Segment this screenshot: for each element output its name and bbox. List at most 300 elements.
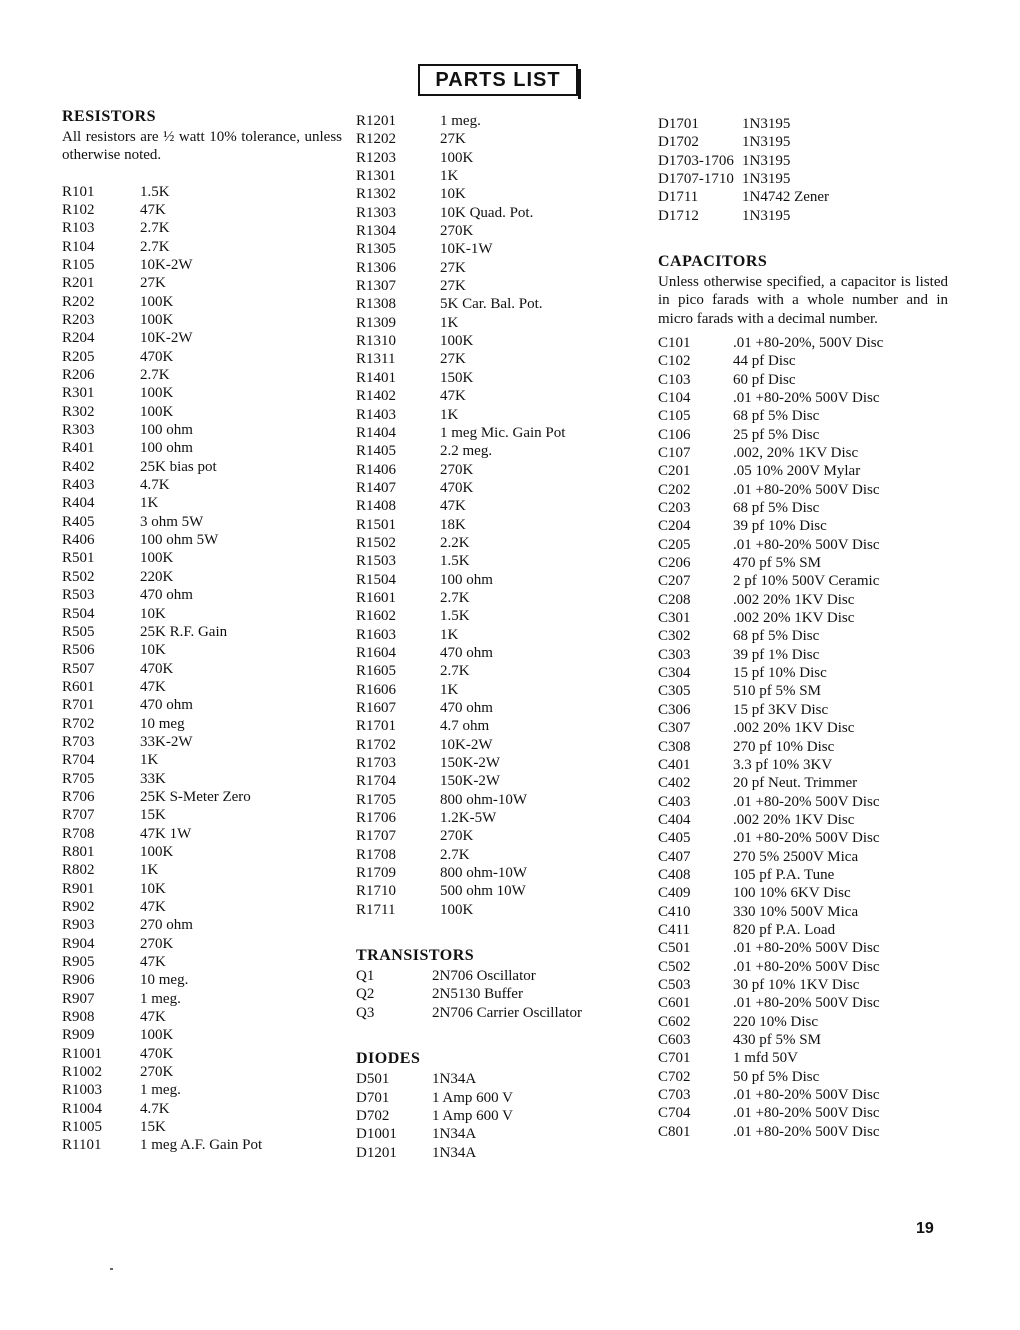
diodes-heading: DIODES — [356, 1050, 421, 1068]
resistor-row — [356, 827, 636, 845]
resistor-row-value: 270K — [440, 828, 474, 845]
resistor-row-ref: R1305 — [356, 241, 397, 258]
diode-row-value: 1N3195 — [742, 207, 791, 224]
capacitor-list — [658, 334, 948, 1141]
capacitor-row — [658, 884, 948, 902]
resistor-row-value: 10K — [440, 186, 466, 203]
resistor-row — [62, 384, 342, 402]
capacitor-row — [658, 682, 948, 700]
resistor-row-ref: R601 — [62, 678, 95, 695]
resistor-row-ref: R1306 — [356, 259, 397, 276]
resistor-row — [62, 953, 342, 971]
capacitor-row-value: .01 +80-20% 500V Disc — [733, 481, 880, 498]
resistor-row-value: 150K-2W — [440, 773, 500, 790]
resistor-row-ref: R202 — [62, 293, 95, 310]
capacitor-row-ref: C102 — [658, 353, 691, 370]
resistor-row-ref: R206 — [62, 367, 95, 384]
resistor-row — [62, 770, 342, 788]
resistor-row — [62, 751, 342, 769]
resistor-row-value: 100K — [140, 403, 174, 420]
resistor-row-value: 2.2 meg. — [440, 443, 493, 460]
capacitor-row — [658, 701, 948, 719]
resistor-row-value: 3 ohm 5W — [140, 513, 204, 530]
resistor-row-ref: R705 — [62, 770, 95, 787]
resistor-row-value: 470 ohm — [140, 587, 193, 604]
resistor-row-value: 10K-1W — [440, 241, 493, 258]
resistor-row — [356, 571, 636, 589]
resistor-row — [356, 754, 636, 772]
resistor-row-value: 2.7K — [140, 220, 170, 237]
resistor-row — [62, 348, 342, 366]
resistor-row — [356, 387, 636, 405]
resistor-row-ref: R1606 — [356, 681, 397, 698]
resistor-row — [62, 1081, 342, 1099]
resistor-row-value: 100K — [440, 333, 474, 350]
resistor-row-ref: R901 — [62, 880, 95, 897]
diode-row — [658, 133, 948, 151]
resistors-heading: RESISTORS — [62, 108, 157, 125]
capacitor-row — [658, 1123, 948, 1141]
resistor-row-ref: R102 — [62, 201, 95, 218]
resistor-row — [356, 479, 636, 497]
resistor-row-ref: R704 — [62, 752, 95, 769]
capacitor-row — [658, 994, 948, 1012]
resistor-row-value: 27K — [440, 259, 466, 276]
capacitor-row-value: 3.3 pf 10% 3KV — [733, 756, 833, 773]
diode-row — [658, 188, 948, 206]
resistor-row-ref: R1607 — [356, 700, 397, 716]
capacitor-row — [658, 646, 948, 664]
resistor-row-ref: R406 — [62, 532, 95, 549]
capacitor-row-value: 25 pf 5% Disc — [733, 426, 820, 443]
resistor-row-value: 10K — [140, 605, 166, 622]
resistor-row — [62, 201, 342, 219]
diode-row-value: 1N34A — [432, 1144, 477, 1161]
resistor-row-ref: R906 — [62, 972, 95, 989]
capacitor-row-value: .002 20% 1KV Disc — [733, 591, 855, 608]
capacitor-row-ref: C208 — [658, 591, 691, 608]
resistor-row-value: 100 ohm — [140, 440, 193, 457]
resistor-row-ref: R708 — [62, 825, 95, 842]
resistor-row-ref: R1403 — [356, 406, 397, 423]
resistor-row — [62, 274, 342, 292]
capacitor-row — [658, 334, 948, 352]
resistor-row-value: 25K S-Meter Zero — [140, 788, 251, 805]
resistor-row-value: 27K — [440, 278, 466, 295]
transistor-row-value: 2N706 Carrier Oscillator — [432, 1004, 582, 1021]
resistor-row — [62, 549, 342, 567]
resistor-row-ref: R1402 — [356, 388, 397, 405]
capacitor-row-value: .002 20% 1KV Disc — [733, 610, 855, 627]
diode-row-ref: D701 — [356, 1089, 390, 1106]
resistor-row-value: 27K — [140, 275, 166, 292]
resistor-row — [62, 971, 342, 989]
resistor-row-ref: R1304 — [356, 223, 397, 240]
resistor-row — [62, 476, 342, 494]
resistor-row-value: 1 meg A.F. Gain Pot — [140, 1137, 263, 1154]
resistor-row-ref: R1710 — [356, 883, 397, 900]
diode-row-value: 1N3195 — [742, 116, 791, 132]
resistor-row-ref: R1003 — [62, 1082, 103, 1099]
diode-row — [356, 1107, 636, 1125]
resistor-row-value: 100K — [440, 149, 474, 166]
resistor-row-ref: R1602 — [356, 608, 397, 625]
resistor-row-value: 100 ohm 5W — [140, 532, 219, 549]
resistor-row-value: 100K — [140, 293, 174, 310]
capacitor-row-value: 470 pf 5% SM — [733, 555, 821, 572]
capacitor-row-ref: C603 — [658, 1032, 691, 1049]
resistor-row — [356, 589, 636, 607]
resistor-row — [62, 458, 342, 476]
capacitor-row-ref: C404 — [658, 811, 691, 828]
capacitor-row-ref: C307 — [658, 720, 691, 737]
capacitor-row-value: 2 pf 10% 500V Ceramic — [733, 573, 880, 590]
resistor-row — [62, 494, 342, 512]
resistor-row-value: 4.7 ohm — [440, 718, 490, 735]
resistor-row-ref: R902 — [62, 899, 95, 915]
capacitor-row-value: .01 +80-20% 500V Disc — [733, 793, 880, 810]
diode-row — [356, 1125, 636, 1143]
resistor-row — [62, 513, 342, 531]
capacitor-row-value: .01 +80-20% 500V Disc — [733, 389, 880, 406]
resistor-row-value: 1K — [140, 495, 159, 512]
resistor-row-value: 100K — [140, 843, 174, 860]
capacitor-row-value: 15 pf 3KV Disc — [733, 701, 829, 718]
resistor-row-ref: R506 — [62, 642, 95, 659]
resistor-row — [62, 403, 342, 421]
resistor-row-ref: R203 — [62, 312, 95, 328]
capacitor-row-value: .01 +80-20%, 500V Disc — [733, 334, 884, 351]
capacitor-row-ref: C703 — [658, 1087, 691, 1104]
capacitor-row-value: 68 pf 5% Disc — [733, 500, 820, 517]
resistor-row — [356, 809, 636, 827]
capacitor-row-ref: C204 — [658, 518, 691, 535]
resistor-row-ref: R403 — [62, 477, 95, 494]
resistor-row-value: 1K — [140, 862, 159, 879]
resistor-row-value: 47K — [440, 388, 466, 405]
capacitor-row-ref: C308 — [658, 738, 691, 755]
resistor-row — [62, 183, 342, 201]
resistor-row — [62, 1100, 342, 1118]
capacitor-row — [658, 719, 948, 737]
resistor-row-value: 1 meg. — [140, 990, 181, 1007]
resistor-row-ref: R1603 — [356, 626, 397, 643]
resistor-row-value: 2.7K — [140, 238, 170, 255]
capacitor-row — [658, 829, 948, 847]
capacitor-row — [658, 389, 948, 407]
resistor-row-value: 2.2K — [440, 534, 470, 551]
resistor-row — [62, 1008, 342, 1026]
resistor-row — [62, 568, 342, 586]
resistor-row-ref: R802 — [62, 862, 95, 879]
transistors-heading: TRANSISTORS — [356, 947, 475, 965]
transistor-row-value: 2N5130 Buffer — [432, 986, 523, 1003]
resistor-row-value: 47K — [140, 201, 166, 218]
capacitor-row-ref: C301 — [658, 610, 691, 627]
transistor-row-value: 2N706 Oscillator — [432, 968, 536, 985]
capacitor-row — [658, 517, 948, 535]
resistor-row — [356, 607, 636, 625]
resistor-row-ref: R1301 — [356, 168, 397, 185]
resistor-row-ref: R1709 — [356, 865, 397, 882]
capacitor-row-ref: C701 — [658, 1050, 691, 1067]
capacitor-row — [658, 407, 948, 425]
resistor-row — [356, 259, 636, 277]
capacitor-row — [658, 738, 948, 756]
capacitor-row-ref: C409 — [658, 885, 691, 902]
resistor-row — [62, 916, 342, 934]
capacitor-row-value: 15 pf 10% Disc — [733, 665, 827, 682]
resistor-row-value: 10K — [140, 642, 166, 659]
diode-row-value: 1N3195 — [742, 152, 791, 169]
resistor-row — [62, 421, 342, 439]
resistor-row-ref: R1501 — [356, 516, 397, 533]
resistor-row-value: 220K — [140, 568, 174, 585]
resistor-row-value: 100 ohm — [140, 422, 193, 439]
capacitor-row — [658, 352, 948, 370]
capacitor-row-ref: C403 — [658, 793, 691, 810]
resistor-row — [356, 497, 636, 515]
capacitor-row-ref: C602 — [658, 1013, 691, 1030]
resistor-row — [62, 531, 342, 549]
diode-row-ref: D1703-1706 — [658, 152, 734, 169]
diode-row-value: 1N3195 — [742, 134, 791, 151]
resistor-row-ref: R502 — [62, 568, 95, 585]
resistor-row — [356, 736, 636, 754]
transistor-row — [356, 985, 636, 1003]
capacitor-row — [658, 609, 948, 627]
resistor-row-value: 1 meg. — [140, 1082, 181, 1099]
resistor-row-value: 33K-2W — [140, 733, 193, 750]
capacitor-row-value: 1 mfd 50V — [733, 1050, 798, 1067]
resistor-row-ref: R1308 — [356, 296, 397, 313]
capacitor-row-ref: C503 — [658, 976, 691, 993]
resistors-note: All resistors are ½ watt 10% tolerance, unless otherwise noted. — [62, 129, 342, 164]
resistor-row-ref: R1005 — [62, 1119, 103, 1136]
capacitor-row — [658, 371, 948, 389]
capacitor-row — [658, 848, 948, 866]
resistor-row-value: 1K — [140, 752, 159, 769]
capacitor-row-ref: C408 — [658, 866, 691, 883]
capacitor-row-value: 820 pf P.A. Load — [733, 921, 836, 938]
diode-row-value: 1 Amp 600 V — [432, 1089, 513, 1106]
resistor-row-ref: R404 — [62, 495, 95, 512]
resistor-row-value: 27K — [440, 131, 466, 148]
diode-row-value: 1N3195 — [742, 171, 791, 188]
resistor-row — [356, 167, 636, 185]
capacitor-row — [658, 444, 948, 462]
resistor-row — [62, 605, 342, 623]
resistor-row-ref: R303 — [62, 422, 95, 439]
resistor-row — [356, 240, 636, 258]
capacitor-row — [658, 976, 948, 994]
diode-row-ref: D1712 — [658, 207, 699, 224]
resistor-row-ref: R1101 — [62, 1137, 102, 1154]
diode-row — [658, 170, 948, 188]
capacitor-row — [658, 499, 948, 517]
capacitor-row-ref: C601 — [658, 995, 691, 1012]
resistor-row-value: 15K — [140, 807, 166, 824]
diode-list-1 — [356, 1070, 636, 1162]
resistor-row — [356, 295, 636, 313]
resistor-row — [62, 238, 342, 256]
resistor-row-value: 100K — [140, 550, 174, 567]
capacitor-row — [658, 756, 948, 774]
resistor-row-ref: R105 — [62, 256, 95, 273]
capacitor-row-ref: C704 — [658, 1105, 691, 1122]
resistor-row — [62, 1026, 342, 1044]
resistor-row-ref: R1406 — [356, 461, 397, 478]
resistor-row-ref: R904 — [62, 935, 95, 952]
capacitor-row — [658, 1013, 948, 1031]
resistor-row-ref: R405 — [62, 513, 95, 530]
resistor-row-ref: R702 — [62, 715, 95, 732]
resistor-row-ref: R1708 — [356, 846, 397, 863]
diode-row — [658, 207, 948, 225]
resistor-row-value: 100 ohm — [440, 571, 493, 588]
resistor-row-ref: R204 — [62, 330, 95, 347]
resistor-row — [356, 185, 636, 203]
capacitor-row — [658, 1086, 948, 1104]
capacitor-row-value: .01 +80-20% 500V Disc — [733, 940, 880, 957]
scan-speck — [110, 1268, 113, 1270]
resistor-row-ref: R703 — [62, 733, 95, 750]
capacitor-row-ref: C405 — [658, 830, 691, 847]
capacitor-row-value: 510 pf 5% SM — [733, 683, 821, 700]
resistor-row-ref: R1704 — [356, 773, 397, 790]
capacitor-row — [658, 1031, 948, 1049]
resistor-row — [356, 424, 636, 442]
resistor-row-value: 47K — [140, 899, 166, 915]
resistor-row-ref: R907 — [62, 990, 95, 1007]
resistor-row-ref: R1705 — [356, 791, 397, 808]
resistor-row-value: 470K — [140, 348, 174, 365]
capacitor-row-value: 44 pf Disc — [733, 353, 796, 370]
capacitor-row-value: .05 10% 200V Mylar — [733, 463, 861, 480]
resistor-row-value: 1.5K — [440, 608, 470, 625]
resistor-row — [356, 644, 636, 662]
resistor-row — [62, 586, 342, 604]
capacitor-row — [658, 774, 948, 792]
resistor-row-value: 1.5K — [440, 553, 470, 570]
resistor-row — [356, 552, 636, 570]
resistor-row-value: 800 ohm-10W — [440, 791, 528, 808]
capacitor-row-ref: C203 — [658, 500, 691, 517]
resistor-row-ref: R1303 — [356, 204, 397, 221]
resistor-row-value: 150K — [440, 369, 474, 386]
resistor-row-ref: R1404 — [356, 424, 397, 441]
capacitor-row-ref: C305 — [658, 683, 691, 700]
resistor-row — [62, 843, 342, 861]
capacitor-row-ref: C410 — [658, 903, 691, 920]
resistor-row-value: 47K 1W — [140, 825, 192, 842]
resistor-row-value: 1 meg. — [440, 113, 481, 129]
resistor-row — [356, 277, 636, 295]
resistor-row-value: 10K — [140, 880, 166, 897]
resistor-row-value: 47K — [440, 498, 466, 515]
resistor-row — [356, 681, 636, 699]
diode-row-value: 1 Amp 600 V — [432, 1107, 513, 1124]
capacitor-row-value: 270 pf 10% Disc — [733, 738, 835, 755]
capacitor-row-value: 330 10% 500V Mica — [733, 903, 859, 920]
resistor-row-value: 10K-2W — [140, 330, 193, 347]
resistor-row-value: 25K bias pot — [140, 458, 217, 475]
resistor-row — [62, 366, 342, 384]
resistor-row-value: 10K-2W — [140, 256, 193, 273]
resistor-row — [356, 901, 636, 919]
capacitor-row-ref: C402 — [658, 775, 691, 792]
transistor-row-ref: Q1 — [356, 968, 375, 985]
diode-row-value: 1N4742 Zener — [742, 189, 830, 206]
capacitor-row-value: 30 pf 10% 1KV Disc — [733, 976, 860, 993]
transistor-row — [356, 1004, 636, 1022]
resistor-row — [356, 846, 636, 864]
resistor-row — [356, 149, 636, 167]
resistor-row-value: 2.7K — [440, 663, 470, 680]
column-2 — [356, 112, 636, 1162]
resistor-row — [356, 461, 636, 479]
resistor-row-ref: R1307 — [356, 278, 397, 295]
capacitor-row-ref: C501 — [658, 940, 691, 957]
page-title: PARTS LIST — [418, 64, 578, 96]
capacitor-row-ref: C303 — [658, 646, 691, 663]
resistor-row — [356, 534, 636, 552]
transistor-row — [356, 967, 636, 985]
diode-row — [658, 115, 948, 133]
resistor-row-value: 47K — [140, 678, 166, 695]
capacitor-row-value: 270 5% 2500V Mica — [733, 848, 859, 865]
resistor-row — [356, 442, 636, 460]
diode-row — [356, 1144, 636, 1162]
resistor-row-value: 470 ohm — [440, 700, 493, 716]
resistor-row-value: 5K Car. Bal. Pot. — [440, 296, 543, 313]
diode-row-ref: D1707-1710 — [658, 171, 734, 188]
capacitor-row-ref: C104 — [658, 389, 691, 406]
diode-row-ref: D1702 — [658, 134, 699, 151]
resistor-row-ref: R701 — [62, 697, 95, 714]
resistor-row-value: 1K — [440, 406, 459, 423]
capacitor-row — [658, 811, 948, 829]
resistor-row — [62, 660, 342, 678]
resistor-row-value: 1K — [440, 681, 459, 698]
resistor-row-ref: R1706 — [356, 810, 397, 827]
resistor-row-ref: R1203 — [356, 149, 397, 166]
resistor-row — [62, 1063, 342, 1081]
resistor-row-value: 270K — [440, 461, 474, 478]
resistor-row — [356, 369, 636, 387]
capacitor-row-ref: C306 — [658, 701, 691, 718]
capacitor-row — [658, 1104, 948, 1122]
page-number: 19 — [916, 1220, 934, 1237]
resistor-row-ref: R1405 — [356, 443, 397, 460]
resistor-row — [62, 678, 342, 696]
capacitor-row — [658, 572, 948, 590]
resistor-row-ref: R103 — [62, 220, 95, 237]
resistor-row-value: 2.7K — [140, 367, 170, 384]
resistor-row — [356, 406, 636, 424]
capacitor-row-ref: C103 — [658, 371, 691, 388]
capacitor-row-value: .01 +80-20% 500V Disc — [733, 1123, 880, 1140]
capacitor-row-value: .002 20% 1KV Disc — [733, 720, 855, 737]
resistor-row-ref: R1309 — [356, 314, 397, 331]
capacitor-row — [658, 903, 948, 921]
capacitor-row-value: 39 pf 1% Disc — [733, 646, 820, 663]
resistor-row-ref: R1703 — [356, 755, 397, 772]
resistor-row-value: 1 meg Mic. Gain Pot — [440, 424, 566, 441]
resistor-row-ref: R707 — [62, 807, 95, 824]
capacitor-row-ref: C304 — [658, 665, 691, 682]
resistor-row — [356, 112, 636, 130]
